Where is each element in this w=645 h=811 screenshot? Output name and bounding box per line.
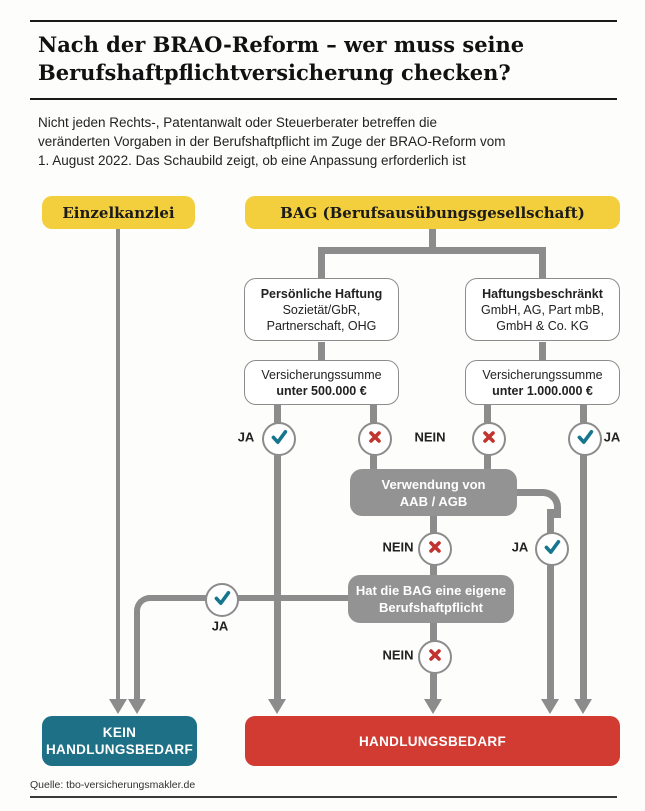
node-summe-1m xyxy=(465,360,620,405)
connector-beschraenkt-summe xyxy=(539,342,546,361)
summe-1m-line2: unter 1.000.000 € xyxy=(492,383,593,398)
persoenliche-haftung-line3: Partnerschaft, OHG xyxy=(266,318,377,333)
connector-eigene-ja-vertical xyxy=(134,613,140,699)
decision-aab-nein xyxy=(418,532,452,566)
label-eigene-nein: NEIN xyxy=(382,647,414,663)
connector-split-right xyxy=(539,247,546,278)
kein-handlungsbedarf-line1: KEIN xyxy=(102,725,137,740)
summe-1m-line1: Versicherungssumme xyxy=(482,367,603,382)
intro-line-3: 1. August 2022. Das Schaubild zeigt, ob eine Anpassung erforderlich ist xyxy=(38,153,466,168)
arrow-500k-ja xyxy=(268,699,286,714)
node-summe-500k xyxy=(244,360,399,405)
title-divider-rule xyxy=(30,98,617,100)
result-handlungsbedarf xyxy=(245,716,620,766)
connector-split-left xyxy=(318,247,325,278)
label-aab-nein: NEIN xyxy=(382,539,414,555)
label-1m-ja: JA xyxy=(603,429,621,445)
decision-aab-ja xyxy=(535,532,569,566)
haftungsbeschraenkt-title: Haftungsbeschränkt xyxy=(482,286,603,301)
connector-eigene-ja-horizontal xyxy=(148,595,348,601)
summe-500k-line1: Versicherungssumme xyxy=(261,367,382,382)
aab-agb-line1: Verwendung von xyxy=(381,476,486,492)
decision-1m-ja xyxy=(568,422,602,456)
source-credit: Quelle: tbo-versicherungsmakler.de xyxy=(30,779,196,791)
haftungsbeschraenkt-line2: GmbH, AG, Part mbB, xyxy=(481,302,604,317)
intro-line-1: Nicht jeden Rechts-, Patentanwalt oder Steuerberater betreffen die xyxy=(38,115,437,130)
label-eigene-ja: JA xyxy=(211,618,229,634)
label-500k-ja: JA xyxy=(237,429,255,445)
title-line-2: Berufshaftpflichtversicherung checken? xyxy=(38,60,511,85)
intro-text xyxy=(38,113,505,170)
arrow-eigene-nein xyxy=(424,699,442,714)
eigene-bhp-line1-bold: eigene xyxy=(464,583,507,598)
arrow-1m-ja xyxy=(574,699,592,714)
intro-line-2: veränderten Vorgaben in der Berufshaftpflicht im Zuge der BRAO-Reform vom xyxy=(38,134,506,149)
eigene-bhp-line1-normal: Hat die BAG eine xyxy=(355,583,465,598)
kein-handlungsbedarf-line2: HANDLUNGSBEDARF xyxy=(46,742,193,757)
connector-bag-split xyxy=(318,247,546,254)
node-einzelkanzlei xyxy=(42,196,195,229)
decision-1m-nein xyxy=(472,422,506,456)
cross-icon xyxy=(477,425,501,454)
label-summe-nein: NEIN xyxy=(414,429,446,445)
summe-500k-line2: unter 500.000 € xyxy=(276,383,367,398)
check-icon xyxy=(540,535,564,564)
cross-icon xyxy=(423,535,447,564)
handlungsbedarf-label: HANDLUNGSBEDARF xyxy=(359,733,506,749)
connector-persoenlich-summe xyxy=(318,342,325,361)
node-einzelkanzlei-label: Einzelkanzlei xyxy=(62,203,175,222)
check-icon xyxy=(210,586,234,615)
decision-500k-ja xyxy=(262,422,296,456)
eigene-bhp-line1 xyxy=(356,582,506,599)
node-bag-label: BAG (Berufsausübungsgesellschaft) xyxy=(280,203,585,222)
connector-einzelkanzlei xyxy=(116,229,120,699)
arrow-eigene-ja xyxy=(128,699,146,714)
arrow-aab-ja xyxy=(541,699,559,714)
eigene-bhp-line2: Berufshaftpflicht xyxy=(379,600,483,615)
bottom-rule xyxy=(30,796,617,798)
result-kein-handlungsbedarf xyxy=(42,716,197,766)
persoenliche-haftung-title: Persönliche Haftung xyxy=(260,286,383,301)
node-persoenliche-haftung xyxy=(244,278,399,341)
cross-icon xyxy=(423,643,447,672)
haftungsbeschraenkt-line3: GmbH & Co. KG xyxy=(496,318,589,333)
page-title xyxy=(38,31,618,87)
persoenliche-haftung-line2: Sozietät/GbR, xyxy=(282,302,361,317)
top-rule xyxy=(30,20,617,22)
check-icon xyxy=(267,425,291,454)
node-bag xyxy=(245,196,620,229)
title-line-1: Nach der BRAO-Reform – wer muss seine xyxy=(38,32,525,57)
decision-eigene-ja xyxy=(205,583,239,617)
node-eigene-bhp xyxy=(348,575,514,623)
decision-500k-nein xyxy=(358,422,392,456)
aab-agb-line2: AAB / AGB xyxy=(399,493,468,509)
decision-eigene-nein xyxy=(418,640,452,674)
node-haftungsbeschraenkt xyxy=(465,278,620,341)
label-aab-ja: JA xyxy=(511,539,529,555)
check-icon xyxy=(573,425,597,454)
arrow-einzelkanzlei xyxy=(109,699,127,714)
node-aab-agb xyxy=(350,469,517,516)
cross-icon xyxy=(363,425,387,454)
connector-bag-stub xyxy=(429,229,436,248)
